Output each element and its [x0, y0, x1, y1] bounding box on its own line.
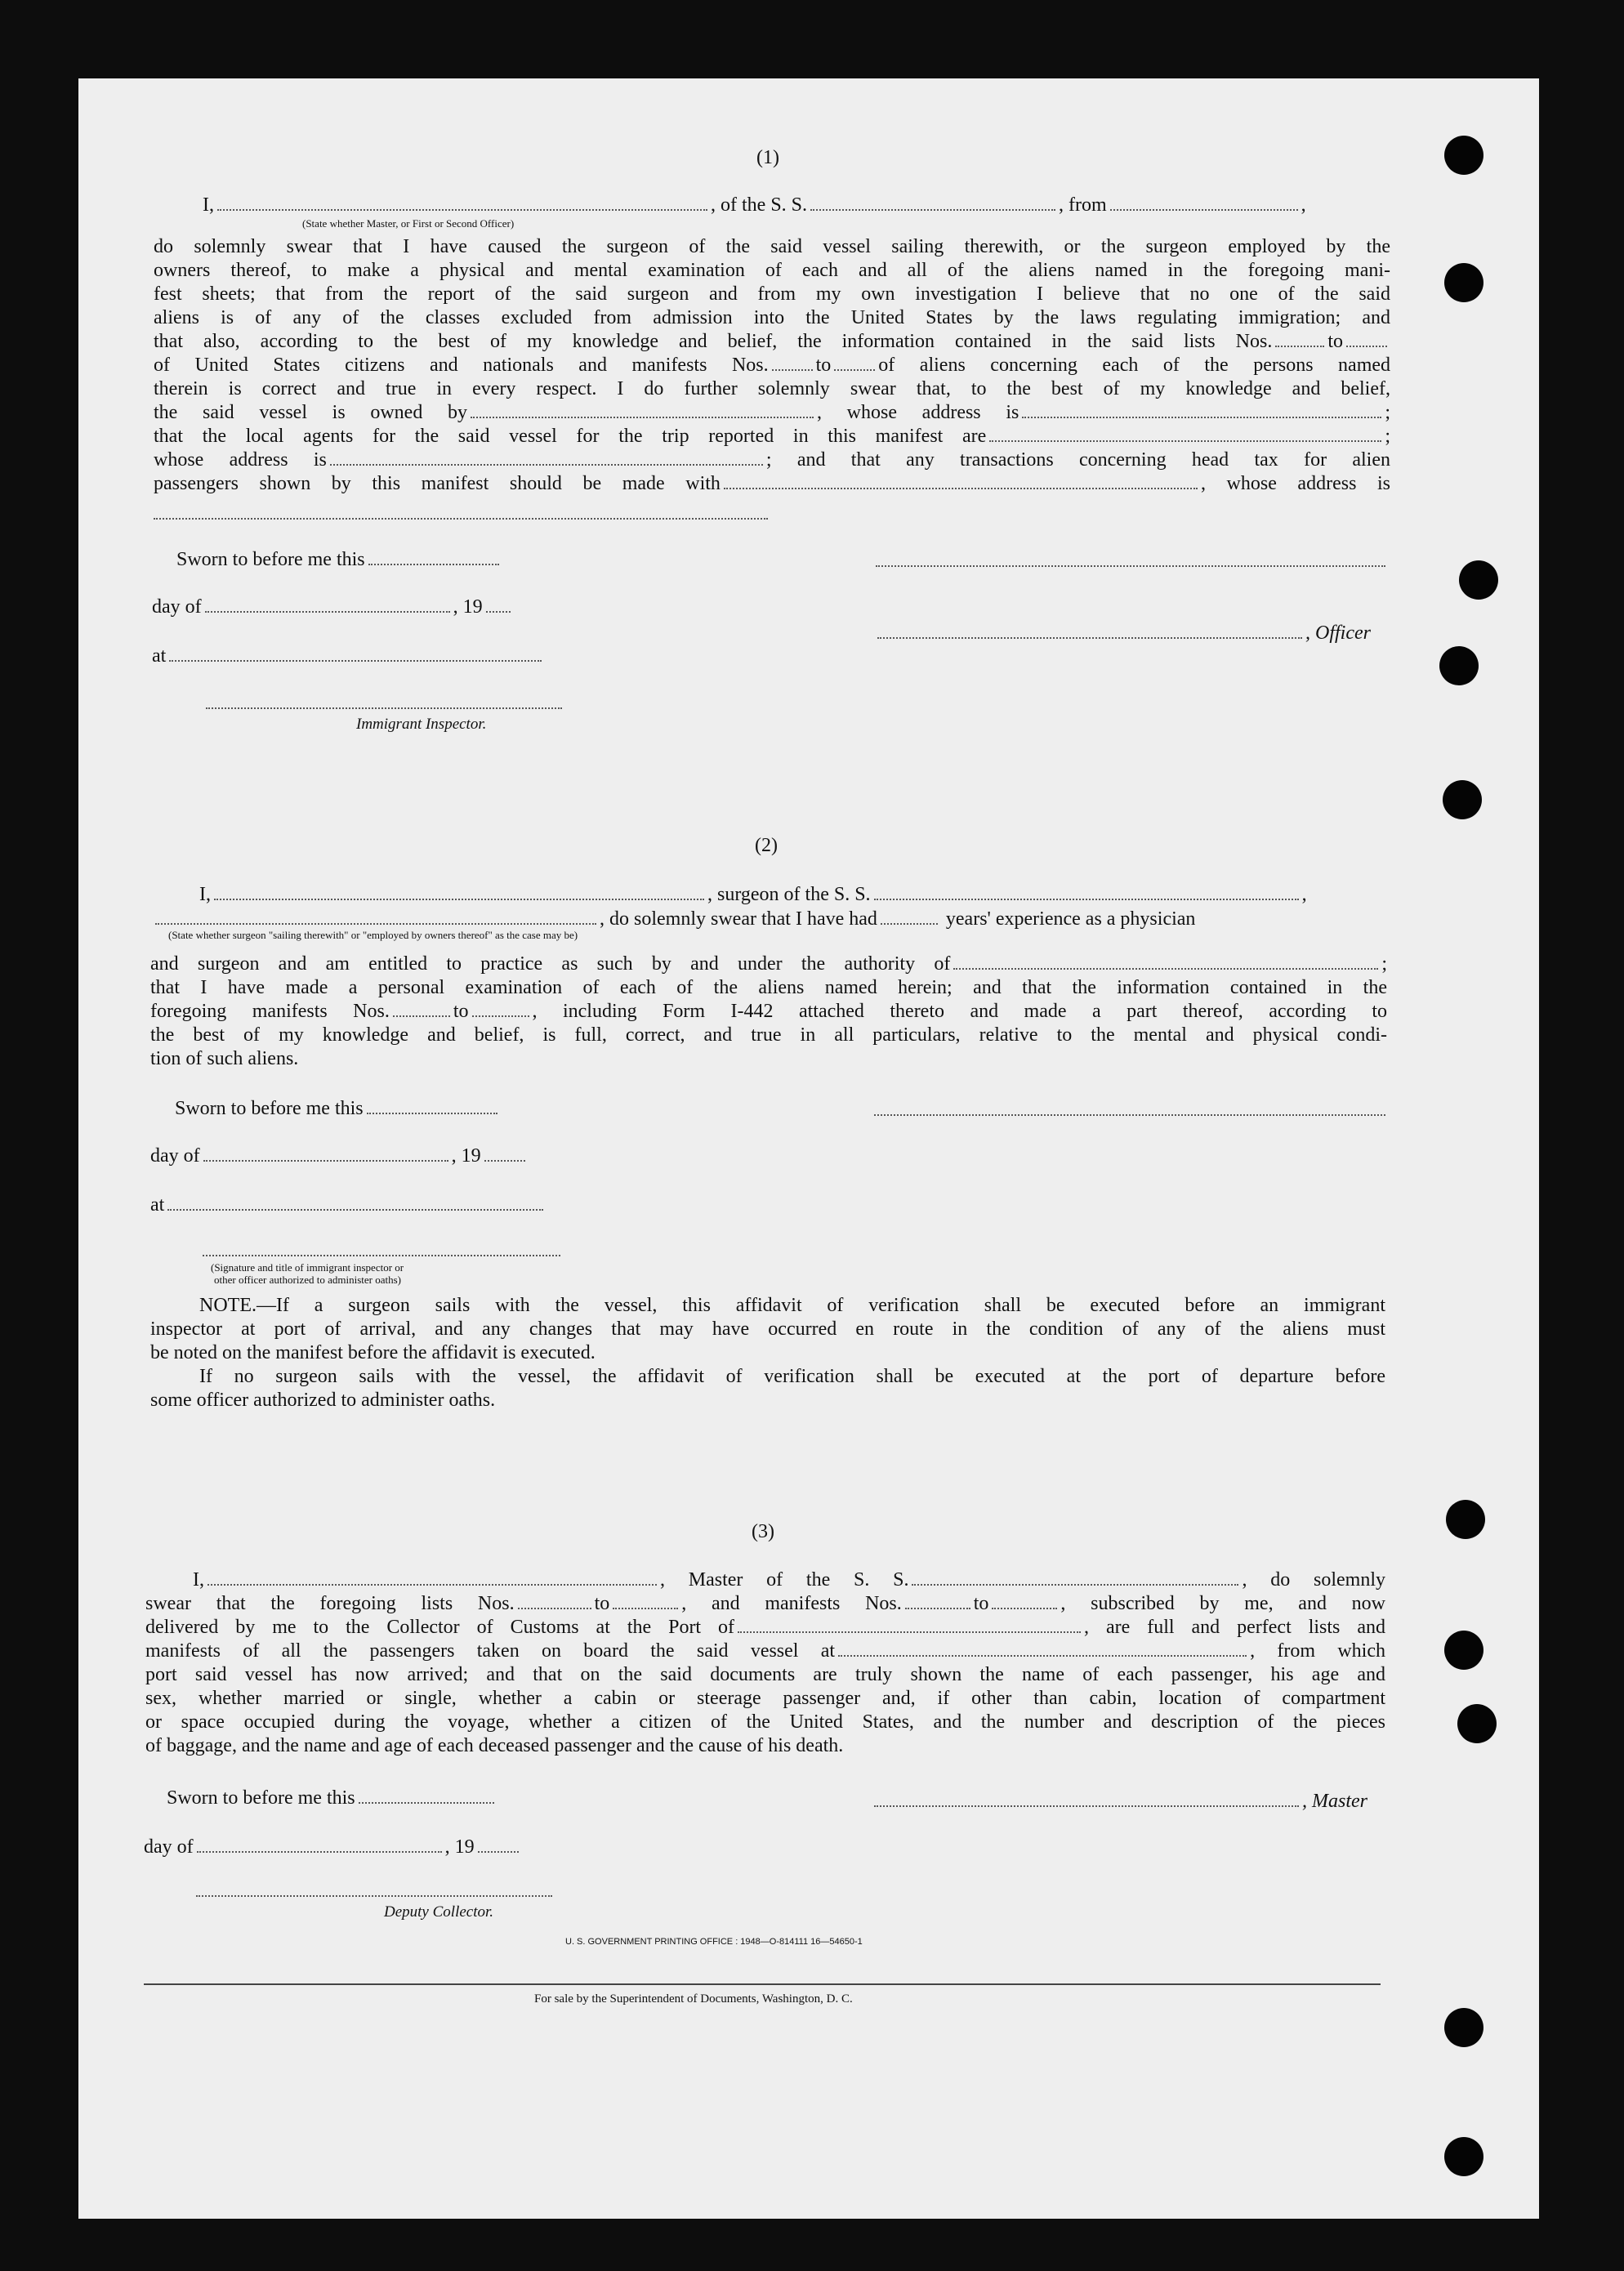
address-line[interactable]	[154, 518, 768, 520]
immigrant-inspector-label: Immigrant Inspector.	[356, 716, 487, 733]
section-2-body: and surgeon and am entitled to practice as such by and under the authority of ; that I have made a personal examination of each of the aliens named herein; and that the information contained in the foregoing manifests Nos. to , including Form I-442 attached thereto and made a part thereof, according to the best of my knowledge and belief, is full, correct, and true in all particulars, relative to the mental and physical condi- tion of such aliens.	[150, 953, 1387, 1069]
deputy-collector-line[interactable]	[196, 1895, 552, 1897]
section-1-intro: I, , of the S. S. , from ,	[203, 194, 1306, 216]
surgeon-signature-line[interactable]	[874, 1114, 1385, 1116]
sworn-1: Sworn to before me this	[176, 547, 502, 572]
punch-hole	[1444, 263, 1483, 302]
footer-rule	[144, 1983, 1381, 1985]
note-paragraph: NOTE.—If a surgeon sails with the vessel, this affidavit of verification shall be executed before an immigrant inspector at port of arrival, and any changes that may have occurred en route in the condition of any of the aliens must be noted on the manifest before the affidavit is executed. If no surgeon sails with the vessel, the affidavit of verification shall be executed at the port of departure before some officer authorized to administer oaths.	[150, 1295, 1385, 1411]
sworn-3: Sworn to before me this	[167, 1786, 497, 1810]
signature-note-1: (Signature and title of immigrant inspector or	[211, 1261, 404, 1274]
officer-note: (State whether Master, or First or Second Officer)	[302, 217, 515, 230]
punch-hole	[1439, 646, 1479, 685]
surgeon-note: (State whether surgeon "sailing therewith" or "employed by owners thereof" as the case may be)	[168, 929, 578, 941]
day-of-1: day of , 19	[152, 595, 514, 619]
sale-line: For sale by the Superintendent of Documents, Washington, D. C.	[534, 1992, 853, 2006]
at-2: at	[150, 1193, 547, 1217]
punch-hole	[1443, 780, 1482, 819]
section-1-body: do solemnly swear that I have caused the surgeon of the said vessel sailing therewith, or the surgeon employed by the owners thereof, to make a physical and mental examination of each and all of the aliens named in the foregoing mani- fest sheets; that from the report of the said surgeon and from my own investigation I believe that no one of the said aliens is of any of the classes excluded from admission into the United States by the laws regulating immigration; and that also, according to the best of my knowledge and belief, the information contained in the said lists Nos. to of United States citizens and nationals and manifests Nos. to of aliens concerning each of the persons named therein is correct and true in every respect. I do further solemnly swear that, to the best of my knowledge and belief, the said vessel is owned by , whose address is ; that the local agents for the said vessel for the trip reported in this manifest are ; whose address is ; and that any transactions concerning head tax for alien passengers shown by this manifest should be made with , whose address is	[154, 236, 1391, 494]
punch-hole	[1457, 1704, 1497, 1743]
punch-hole	[1459, 560, 1498, 600]
punch-hole	[1444, 2137, 1483, 2176]
sworn-2: Sworn to before me this	[175, 1096, 501, 1121]
section-2-number: (2)	[755, 835, 778, 856]
deputy-collector-label: Deputy Collector.	[384, 1903, 494, 1921]
signature-title-line[interactable]	[203, 1255, 560, 1256]
punch-hole	[1444, 136, 1483, 175]
master-line: , Master	[871, 1789, 1367, 1814]
punch-hole	[1444, 1631, 1483, 1670]
punch-hole	[1446, 1500, 1485, 1539]
section-1-number: (1)	[756, 147, 779, 168]
section-2-intro: I, , surgeon of the S. S. ,	[199, 884, 1307, 905]
officer-line: , Officer	[874, 621, 1371, 645]
section-2-experience: , do solemnly swear that I have had years' experience as a physician	[152, 907, 1195, 931]
day-of-3: day of , 19	[144, 1835, 522, 1859]
at-1: at	[152, 644, 545, 668]
section-3-body: I, , Master of the S. S. , do solemnly swear that the foregoing lists Nos. to , and manifests Nos. to , subscribed by me, and now delivered by me to the Collector of Customs at the Port of , are full and perfect lists and manifests of all the passengers taken on board the said vessel at , from which port said vessel has now arrived; and that on the said documents are truly shown the name of each passenger, his age and sex, whether married or single, whether a cabin or steerage passenger and, if other than cabin, location of compartment or space occupied during the voyage, whether a citizen of the United States, and the number and description of the pieces of baggage, and the name and age of each deceased passenger and the cause of his death.	[145, 1569, 1386, 1756]
punch-hole	[1444, 2008, 1483, 2047]
printing-office-line: U. S. GOVERNMENT PRINTING OFFICE : 1948—O-814111 16—54650-1	[565, 1937, 863, 1947]
section-3-number: (3)	[752, 1521, 774, 1542]
inspector-line[interactable]	[206, 707, 562, 709]
signature-note-2: other officer authorized to administer oaths)	[214, 1274, 401, 1286]
day-of-2: day of , 19	[150, 1144, 529, 1168]
officer-signature-line-top[interactable]	[876, 565, 1385, 567]
